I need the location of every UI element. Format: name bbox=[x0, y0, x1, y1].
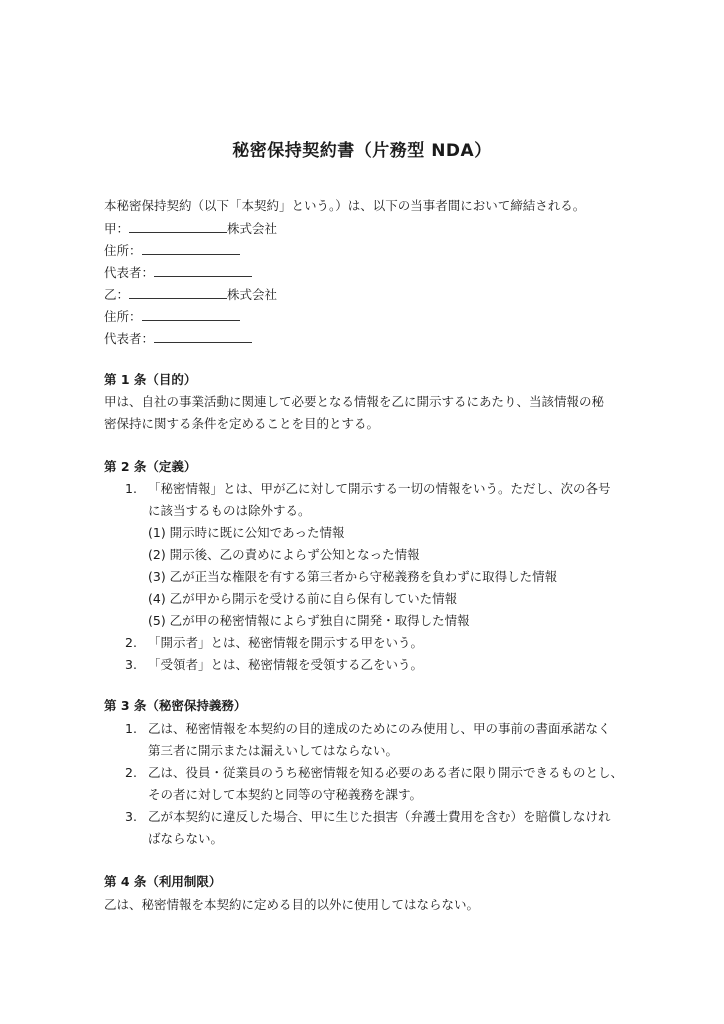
article2-item1-line-2: に該当するものは除外する。 bbox=[148, 503, 311, 518]
party-a-label: 甲： bbox=[104, 221, 130, 236]
article3-item2-line-1: 乙は、役員・従業員のうち秘密情報を知る必要のある者に限り開示できるものとし、 bbox=[148, 765, 624, 780]
article3-item1-line-1: 乙は、秘密情報を本契約の目的達成のためにのみ使用し、甲の事前の書面承諾なく bbox=[148, 721, 611, 736]
article4-heading: 第 4 条（利用制限） bbox=[104, 874, 222, 889]
party-b-name-line bbox=[104, 286, 277, 303]
document-title: 秘密保持契約書（片務型 NDA） bbox=[232, 141, 492, 161]
article2-sub-item-2: (2) 開示後、乙の責めによらず公知となった情報 bbox=[148, 547, 420, 562]
party-a-name-line bbox=[104, 220, 277, 237]
article2-item1-number: 1. bbox=[125, 481, 137, 496]
article2-item3-text: 「受領者」とは、秘密情報を受領する乙をいう。 bbox=[148, 657, 424, 672]
party-b-name-blank bbox=[129, 286, 227, 299]
party-b-rep-label: 代表者： bbox=[104, 331, 155, 346]
party-a-rep-blank bbox=[154, 264, 252, 277]
article2-sub-item-3: (3) 乙が正当な権限を有する第三者から守秘義務を負わずに取得した情報 bbox=[148, 569, 558, 584]
article3-item2-number: 2. bbox=[125, 765, 137, 780]
article2-item2-number: 2. bbox=[125, 635, 137, 650]
article2-item3-number: 3. bbox=[125, 657, 137, 672]
article3-item1-number: 1. bbox=[125, 721, 137, 736]
article1-line-2: 密保持に関する条件を定めることを目的とする。 bbox=[104, 416, 380, 431]
article1-line-1: 甲は、自社の事業活動に関連して必要となる情報を乙に開示するにあたり、当該情報の秘 bbox=[104, 394, 605, 409]
article3-item2-line-2: その者に対して本契約と同等の守秘義務を課す。 bbox=[148, 787, 423, 802]
party-a-rep-label: 代表者： bbox=[104, 265, 155, 280]
article4-text: 乙は、秘密情報を本契約に定める目的以外に使用してはならない。 bbox=[104, 897, 480, 912]
party-b-address-label: 住所： bbox=[104, 309, 142, 324]
article3-heading: 第 3 条（秘密保持義務） bbox=[104, 698, 247, 713]
intro-text: 本秘密保持契約（以下「本契約」という。）は、以下の当事者間において締結される。 bbox=[104, 198, 586, 213]
article2-item2-text: 「開示者」とは、秘密情報を開示する甲をいう。 bbox=[148, 635, 424, 650]
article3-item1-line-2: 第三者に開示または漏えいしてはならない。 bbox=[148, 743, 399, 758]
article2-item1-line-1: 「秘密情報」とは、甲が乙に対して開示する一切の情報をいう。ただし、次の各号 bbox=[148, 481, 611, 496]
party-b-address-blank bbox=[142, 308, 240, 321]
article2-sub-item-4: (4) 乙が甲から開示を受ける前に自ら保有していた情報 bbox=[148, 591, 458, 606]
article1-heading: 第 1 条（目的） bbox=[104, 372, 197, 387]
party-a-suffix: 株式会社 bbox=[227, 221, 278, 236]
party-a-rep-line bbox=[104, 264, 252, 281]
party-b-suffix: 株式会社 bbox=[227, 287, 278, 302]
article2-heading: 第 2 条（定義） bbox=[104, 459, 197, 474]
party-a-address-blank bbox=[142, 242, 240, 255]
party-a-name-blank bbox=[129, 220, 227, 233]
party-b-address-line bbox=[104, 308, 240, 325]
article3-item3-number: 3. bbox=[125, 809, 137, 824]
party-a-address-label: 住所： bbox=[104, 243, 142, 258]
party-b-rep-blank bbox=[154, 330, 252, 343]
party-b-rep-line bbox=[104, 330, 252, 347]
party-b-label: 乙： bbox=[104, 287, 130, 302]
article3-item3-line-2: ばならない。 bbox=[148, 831, 224, 846]
article3-item3-line-1: 乙が本契約に違反した場合、甲に生じた損害（弁護士費用を含む）を賠償しなけれ bbox=[148, 809, 611, 824]
article2-sub-item-5: (5) 乙が甲の秘密情報によらず独自に開発・取得した情報 bbox=[148, 613, 470, 628]
party-a-address-line bbox=[104, 242, 240, 259]
article2-sub-item-1: (1) 開示時に既に公知であった情報 bbox=[148, 525, 345, 540]
